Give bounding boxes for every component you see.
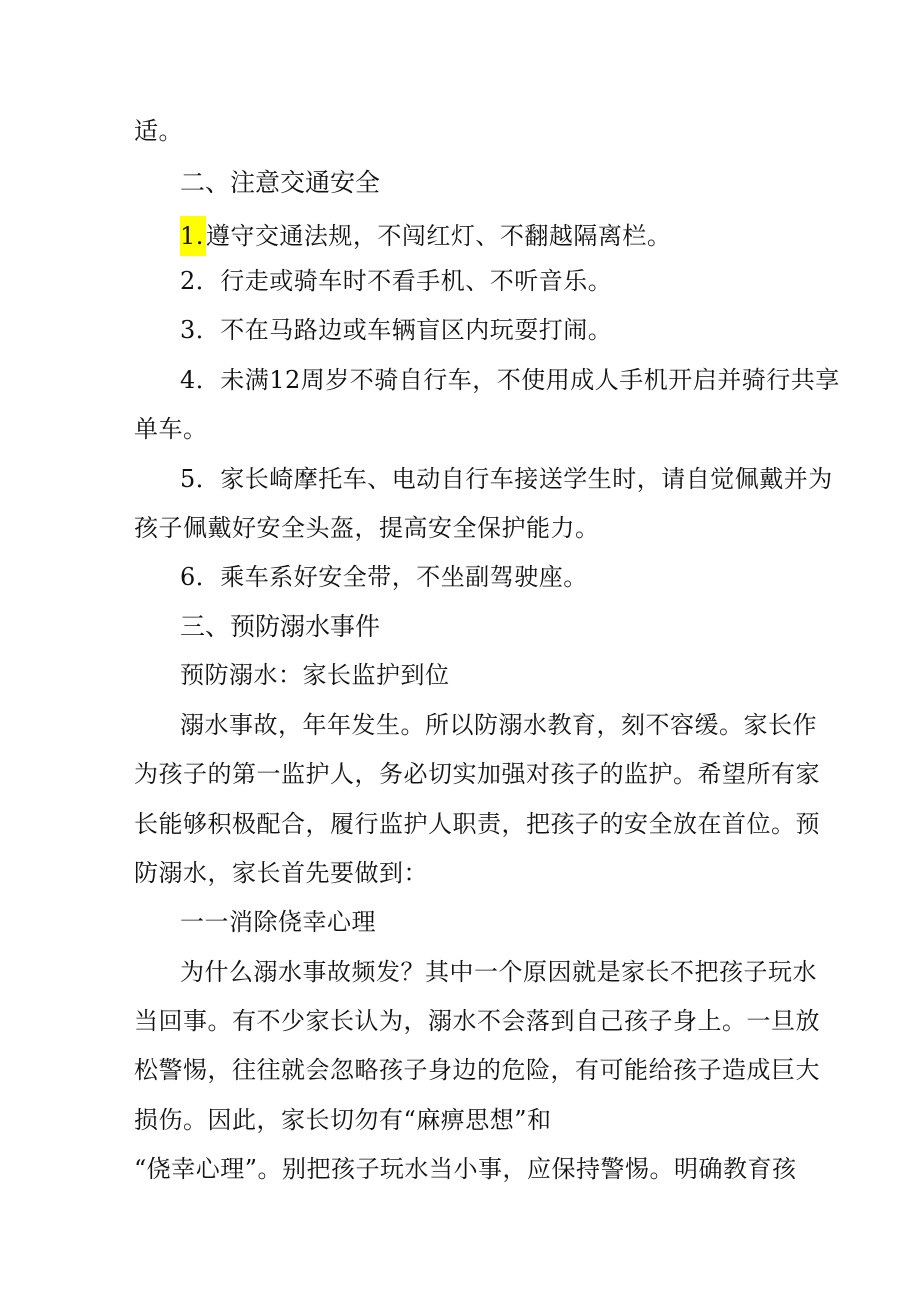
list-item-text: 遵守交通法规，不闯红灯、不翻越隔离栏。: [205, 222, 672, 250]
paragraph-line: 当回事。有不少家长认为，溺水不会落到自己孩子身上。一旦放: [134, 1007, 820, 1035]
paragraph-line: 松警惕，往往就会忽略孩子身边的危险，有可能给孩子造成巨大: [134, 1056, 820, 1084]
list-item-6: 6．乘车系好安全带，不坐副驾驶座。: [180, 563, 588, 591]
paragraph-line: 为什么溺水事故频发？其中一个原因就是家长不把孩子玩水: [180, 958, 817, 986]
list-item-1: [180, 216, 671, 256]
paragraph-line: 为孩子的第一监护人，务必切实加强对孩子的监护。希望所有家: [134, 760, 820, 788]
list-item-5: 5．家长崎摩托车、电动自行车接送学生时，请自觉佩戴并为: [180, 465, 833, 493]
paragraph-line: 长能够积极配合，履行监护人职责，把孩子的安全放在首位。预: [134, 810, 820, 838]
paragraph-line: 单车。: [134, 415, 208, 443]
highlighted-list-number: 1.: [180, 216, 206, 256]
paragraph-line: 损伤。因此，家长切勿有“麻痹思想”和: [134, 1106, 552, 1134]
paragraph-line: 孩子佩戴好安全头盔，提高安全保护能力。: [134, 514, 600, 542]
list-item-4: 4．未满12周岁不骑自行车，不使用成人手机开启并骑行共享: [180, 366, 840, 394]
list-item-3: 3．不在马路边或车辆盲区内玩耍打闹。: [180, 316, 613, 344]
section-heading-traffic-safety: 二、注意交通安全: [180, 168, 381, 197]
section-heading-drowning-prevention: 三、预防溺水事件: [180, 612, 381, 641]
paragraph-line: 防溺水，家长首先要做到：: [134, 859, 428, 887]
list-item-2: 2．行走或骑车时不看手机、不听音乐。: [180, 267, 613, 295]
subheading: 一一消除侥幸心理: [180, 908, 376, 936]
paragraph-line: “侥幸心理”。别把孩子玩水当小事，应保持警惕。明确教育孩: [134, 1155, 797, 1183]
paragraph-line: 适。: [134, 117, 183, 145]
subheading: 预防溺水：家长监护到位: [180, 661, 450, 689]
paragraph-line: 溺水事故，年年发生。所以防溺水教育，刻不容缓。家长作: [180, 711, 817, 739]
